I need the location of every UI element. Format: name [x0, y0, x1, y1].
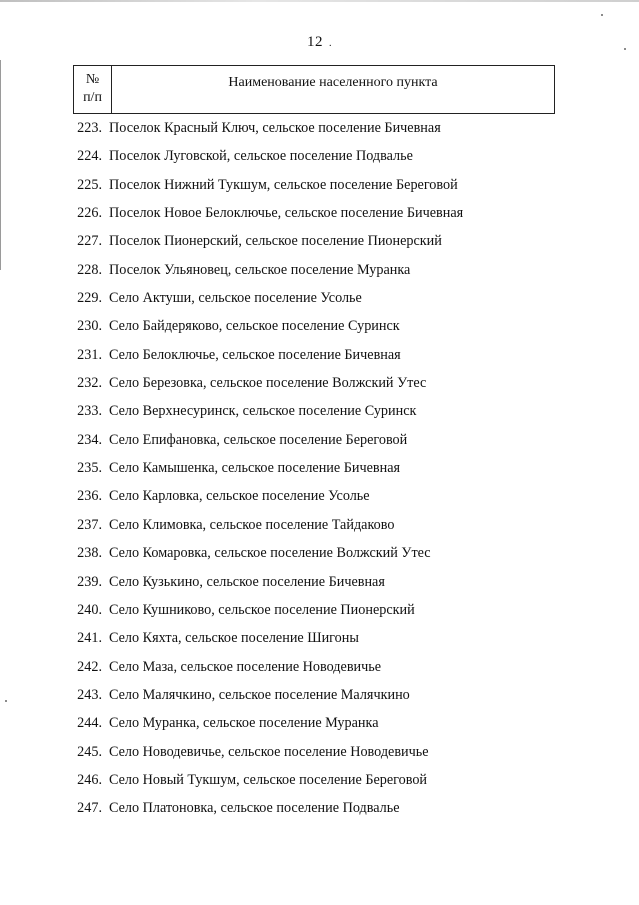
item-name: Село Платоновка, сельское поселение Подвалье: [109, 800, 400, 817]
item-number: 243.: [77, 686, 102, 703]
item-number: 224.: [77, 148, 102, 165]
list-item: [0, 288, 639, 316]
item-number: 240.: [77, 601, 102, 618]
list-item: [0, 543, 639, 571]
item-number: 241.: [77, 630, 102, 647]
scan-speck: [601, 14, 603, 16]
item-name: Село Камышенка, сельское поселение Бичевная: [109, 460, 401, 477]
item-number: 227.: [77, 233, 102, 250]
list-item: [0, 345, 639, 373]
item-name: Село Белоключье, сельское поселение Бичевная: [109, 346, 401, 363]
item-number: 246.: [77, 771, 102, 788]
list-item: [0, 685, 639, 713]
list-item: [0, 798, 639, 826]
scan-dot: .: [329, 38, 332, 49]
number-abbrev: п/п: [83, 90, 102, 105]
item-number: 225.: [77, 176, 102, 193]
item-number: 244.: [77, 715, 102, 732]
list-item: [0, 515, 639, 543]
list-item: [0, 572, 639, 600]
item-name: Село Кушниково, сельское поселение Пионерский: [109, 601, 415, 618]
item-name: Поселок Новое Белоключье, сельское поселение Бичевная: [109, 205, 464, 222]
number-sign: №: [85, 72, 100, 87]
item-number: 235.: [77, 460, 102, 477]
list-item: [0, 203, 639, 231]
item-number: 233.: [77, 403, 102, 420]
item-number: 231.: [77, 346, 102, 363]
list-item: [0, 430, 639, 458]
item-name: Село Муранка, сельское поселение Муранка: [109, 715, 379, 732]
item-name: Село Березовка, сельское поселение Волжский Утес: [109, 375, 427, 392]
list-item: [0, 146, 639, 174]
list-item: [0, 770, 639, 798]
item-number: 234.: [77, 431, 102, 448]
item-name: Поселок Луговской, сельское поселение Подвалье: [109, 148, 413, 165]
item-name: Село Комаровка, сельское поселение Волжский Утес: [109, 545, 431, 562]
item-number: 229.: [77, 290, 102, 307]
item-name: Поселок Красный Ключ, сельское поселение Бичевная: [109, 120, 441, 136]
list-item: [0, 657, 639, 685]
item-name: Село Актуши, сельское поселение Усолье: [109, 290, 362, 307]
list-item: [0, 260, 639, 288]
item-number: 228.: [77, 261, 102, 278]
item-number: 223.: [77, 120, 102, 136]
list-item: [0, 486, 639, 514]
item-number: 230.: [77, 318, 102, 335]
list-item: [0, 600, 639, 628]
item-name: Село Епифановка, сельское поселение Береговой: [109, 431, 408, 448]
item-name: Поселок Нижний Тукшум, сельское поселение Береговой: [109, 176, 458, 193]
item-number: 232.: [77, 375, 102, 392]
list-item: [0, 401, 639, 429]
item-number: 236.: [77, 488, 102, 505]
item-name: Село Малячкино, сельское поселение Малячкино: [109, 686, 410, 703]
page-number-text: 12: [307, 34, 323, 50]
item-number: 242.: [77, 658, 102, 675]
list-item: [0, 231, 639, 259]
item-name: Село Климовка, сельское поселение Тайдаково: [109, 516, 395, 533]
item-number: 247.: [77, 800, 102, 817]
item-name: Село Байдеряково, сельское поселение Суринск: [109, 318, 400, 335]
list-item: [0, 742, 639, 770]
item-name: Поселок Ульяновец, сельское поселение Муранка: [109, 261, 411, 278]
scan-border-top: [0, 0, 639, 2]
item-name: Село Кузькино, сельское поселение Бичевная: [109, 573, 385, 590]
item-name: Село Карловка, сельское поселение Усолье: [109, 488, 370, 505]
list-item: [0, 628, 639, 656]
item-name: Село Новый Тукшум, сельское поселение Береговой: [109, 771, 428, 788]
list-item: [0, 373, 639, 401]
item-number: 226.: [77, 205, 102, 222]
list-item: [0, 175, 639, 203]
name-column-header: Наименование населенного пункта: [112, 66, 555, 114]
item-name: Село Верхнесуринск, сельское поселение Суринск: [109, 403, 417, 420]
item-number: 239.: [77, 573, 102, 590]
list-header-table: [73, 65, 555, 114]
item-number: 245.: [77, 743, 102, 760]
item-number: 238.: [77, 545, 102, 562]
list-item: [0, 316, 639, 344]
item-name: Поселок Пионерский, сельское поселение Пионерский: [109, 233, 442, 250]
list-item: [0, 458, 639, 486]
item-name: Село Кяхта, сельское поселение Шигоны: [109, 630, 359, 647]
list-item: [0, 713, 639, 741]
item-number: 237.: [77, 516, 102, 533]
number-column-header: [74, 66, 112, 114]
item-name: Село Новодевичье, сельское поселение Новодевичье: [109, 743, 429, 760]
page-number: [0, 34, 639, 51]
settlement-list: [0, 118, 639, 827]
item-name: Село Маза, сельское поселение Новодевичье: [109, 658, 382, 675]
list-item: [0, 118, 639, 146]
